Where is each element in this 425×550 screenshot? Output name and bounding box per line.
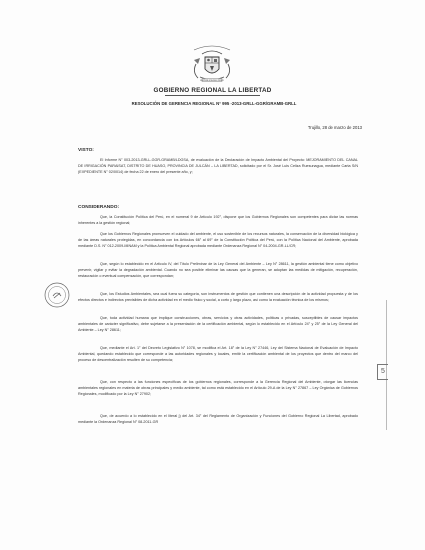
- page-tab-marker: 5: [377, 364, 388, 380]
- paragraph-text: Que los Gobiernos Regionales promueven el cuidado del ambiente, el uso sostenible de los recursos naturales, la conservación de la diversidad biológica y de las áreas naturales protegidas, en concordancia con los Artículos 66° al 69° de la Constitución Política del Perú, con la Política Nacional del Ambiente, aprobada mediante D.S. N° 012-2009-MINAM y la Política Ambiental Regional aprobada mediante Ordenanza Regional N° 04-2004-GR-LL/CR;: [78, 232, 358, 248]
- considerando-paragraph-7: [78, 380, 358, 398]
- considerando-paragraph-6: [78, 346, 358, 364]
- official-stamp-icon: [44, 282, 70, 308]
- coat-of-arms-icon: [188, 44, 236, 84]
- considerando-paragraph-5: [78, 316, 358, 334]
- paragraph-text: Que, de acuerdo a lo establecido en el literal j) del Art. 34° del Reglamento de Organización y Funciones del Gobierno Regional La Libertad, aprobado mediante la Ordenanza Regional N° 08-2011-GR: [78, 414, 358, 424]
- header-underline: [165, 95, 260, 96]
- considerando-heading: CONSIDERANDO:: [78, 205, 120, 210]
- paragraph-text: Que, la Constitución Política del Perú, en el numeral 9 de Artículo 192°, dispone que los Gobiernos Regionales son competentes para dictar las normas inherentes a la gestión regional;: [78, 215, 358, 225]
- considerando-paragraph-1: [78, 215, 358, 227]
- considerando-paragraph-2: [78, 232, 358, 250]
- considerando-paragraph-8: [78, 414, 358, 426]
- seal-caption: REPÚBLICA DEL PERÚ: [200, 80, 224, 82]
- document-header-title: GOBIERNO REGIONAL LA LIBERTAD: [153, 87, 272, 94]
- paragraph-text: Que, toda actividad humana que implique construcciones, obras, servicios y otras actividades, políticas o privadas, susceptibles de causar impactos ambientales de carácter significativo, debe sujetarse a la presentación de la certificación ambiental, según lo establecido en el Artículo 24° y 25° de la Ley General del Ambiente – Ley N° 28611;: [78, 316, 358, 332]
- place-date: Trujillo, 28 de marzo de 2013: [307, 125, 362, 130]
- visto-paragraph: [78, 158, 358, 176]
- paragraph-text: Que, con respecto a las funciones específicas de los gobiernos regionales, corresponde a la Gerencia Regional del Ambiente, otorgar las licencias ambientales regionales en materia de obras principales y medio ambiente, tal como está establecido en el Artículo 29-A de la Ley N° 27867 – Ley Orgánica de Gobiernos Regionales, modificado por la Ley N° 27902;: [78, 380, 358, 396]
- considerando-paragraph-4: [78, 292, 358, 304]
- paragraph-text: Que, según lo establecido en el Artículo IV, del Título Preliminar de la Ley General del Ambiente – Ley N° 28611, la gestión ambiental tiene como objetivo prevenir, vigilar y evitar la degradación ambiental. Cuando no sea posible eliminar las causas que la generan, se adoptan las medidas de mitigación, recuperación, restauración o eventual compensación, que correspondan;: [78, 262, 358, 278]
- resolution-number: RESOLUCIÓN DE GERENCIA REGIONAL N° 995 -2013-GRLL-GGR/GRAMB-GRLL: [131, 101, 297, 106]
- visto-heading: VISTO:: [78, 148, 94, 153]
- paragraph-text: Que, mediante el Art. 1° del Decreto Legislativo N° 1078, se modifica el Art. 18° de la Ley N° 27446, Ley del Sistema Nacional de Evaluación de Impacto Ambiental, quedando establecido que corresponde a las autoridades regionales y locales, emitir la certificación ambiental de los proyectos que dentro del marco del proceso de descentralización resulten de su competencia;: [78, 346, 358, 362]
- paragraph-text: El Informe N° 003-2013-GRLL-GGR-GRAMB/LDGSA, de evaluación de la Declaración de Impacto Ambiental del Proyecto: MEJORAMIENTO DEL CANAL DE IRRIGACIÓN PARAISAT, DISTRITO DE HUASO, PROVINCIA DE JULCÁN – LA LIBERTAD, solicitado por el Sr. José Luis Celiza Ruesunagua, mediante Carta S/N (EXPEDIENTE N° 02/0014) de fecha 22 de enero del presente año, y;: [78, 158, 358, 174]
- paragraph-text: Que, los Estudios Ambientales, sea cual fuera su categoría, son instrumentos de gestión que contienen una descripción de la actividad propuesta y de los efectos directos e indirectos previsibles de dicha actividad en el medio físico y social, a corto y largo plazo, así como la evaluación técnica de los mismos;: [78, 292, 358, 302]
- considerando-paragraph-3: [78, 262, 358, 280]
